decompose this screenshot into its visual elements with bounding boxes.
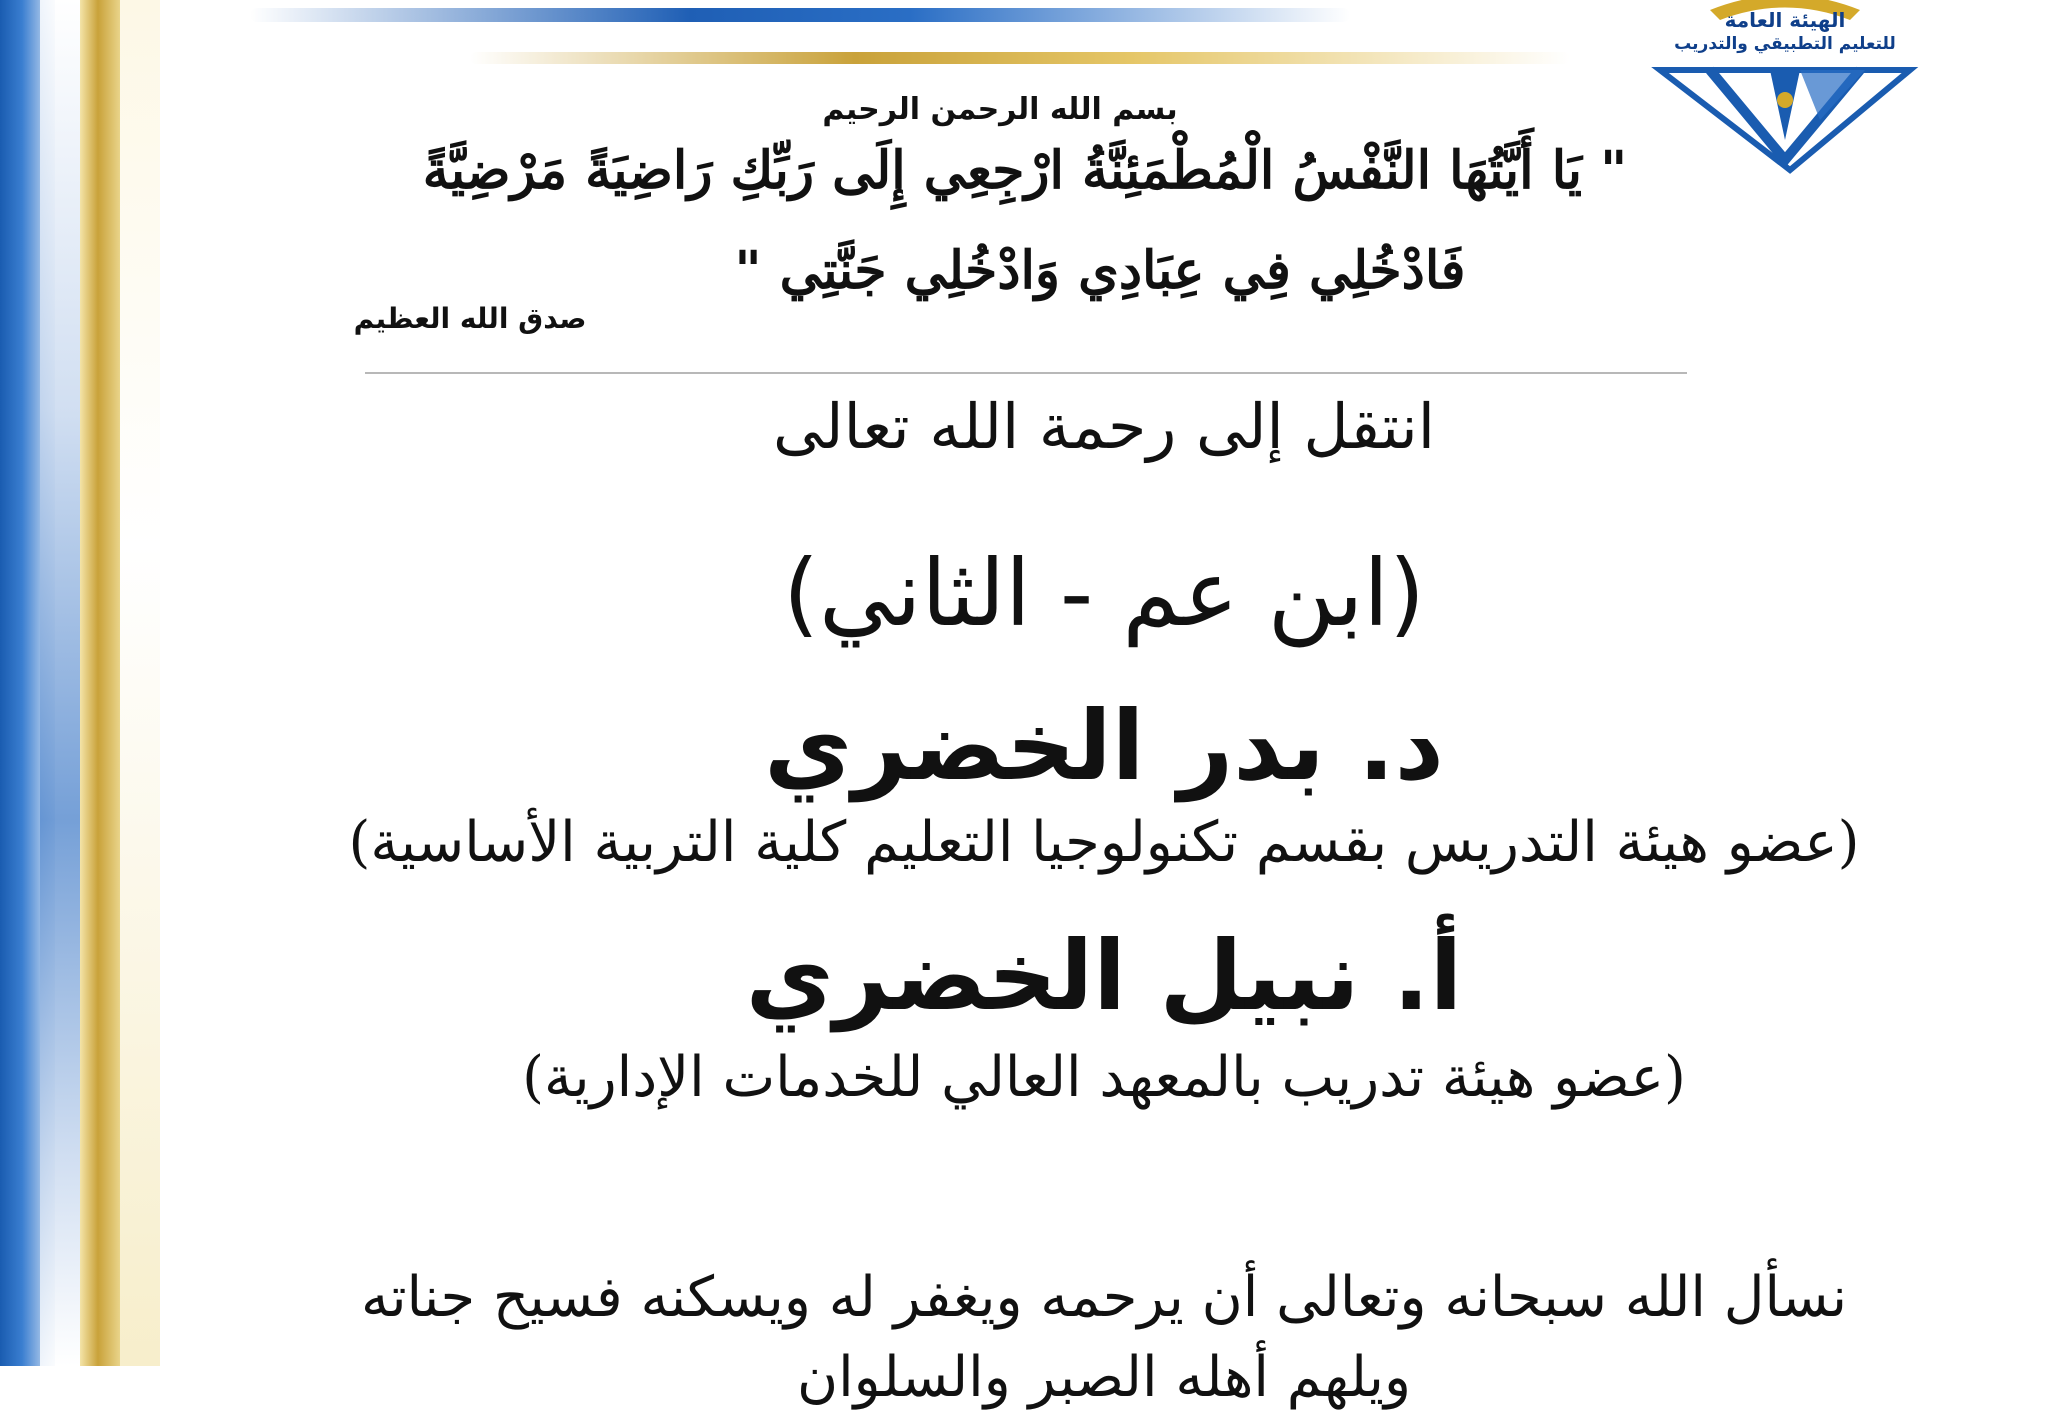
person1-title: (عضو هيئة التدريس بقسم تكنولوجيا التعليم كلية التربية الأساسية) <box>348 810 1860 875</box>
logo-text-line1: الهيئة العامة <box>1724 8 1846 32</box>
quran-verse-line1: " يَا أَيَّتُهَا النَّفْسُ الْمُطْمَئِنَّةُ ارْجِعِي إِلَى رَبِّكِ رَاضِيَةً مَرْضِيَّةً <box>422 140 1628 201</box>
quran-verse-line2: فَادْخُلِي فِي عِبَادِي وَادْخُلِي جَنَّتِي " <box>734 240 1466 301</box>
sadaq-allah: صدق الله العظيم <box>353 302 587 335</box>
top-blue-stroke <box>250 8 1350 22</box>
prayer-line2: ويلهم أهله الصبر والسلوان <box>796 1345 1412 1410</box>
left-blue-light-band <box>40 0 80 1366</box>
person2-title: (عضو هيئة تدريب بالمعهد العالي للخدمات الإدارية) <box>522 1045 1686 1110</box>
relation-label: (ابن عم - الثاني) <box>783 540 1425 647</box>
prayer-line1: نسأل الله سبحانه وتعالى أن يرحمه ويغفر له ويسكنه فسيح جناته <box>360 1265 1848 1330</box>
divider <box>365 372 1687 374</box>
announcement-intro: انتقل إلى رحمة الله تعالى <box>773 390 1435 463</box>
person1-name: د. بدر الخضري <box>764 690 1444 802</box>
top-gold-stroke <box>470 52 1570 64</box>
left-gold-band <box>80 0 120 1366</box>
basmala: بسم الله الرحمن الرحيم <box>822 92 1178 127</box>
person2-name: أ. نبيل الخضري <box>745 920 1463 1032</box>
logo-text-line2: للتعليم التطبيقي والتدريب <box>1674 34 1896 54</box>
left-gold-light-band <box>120 0 160 1366</box>
